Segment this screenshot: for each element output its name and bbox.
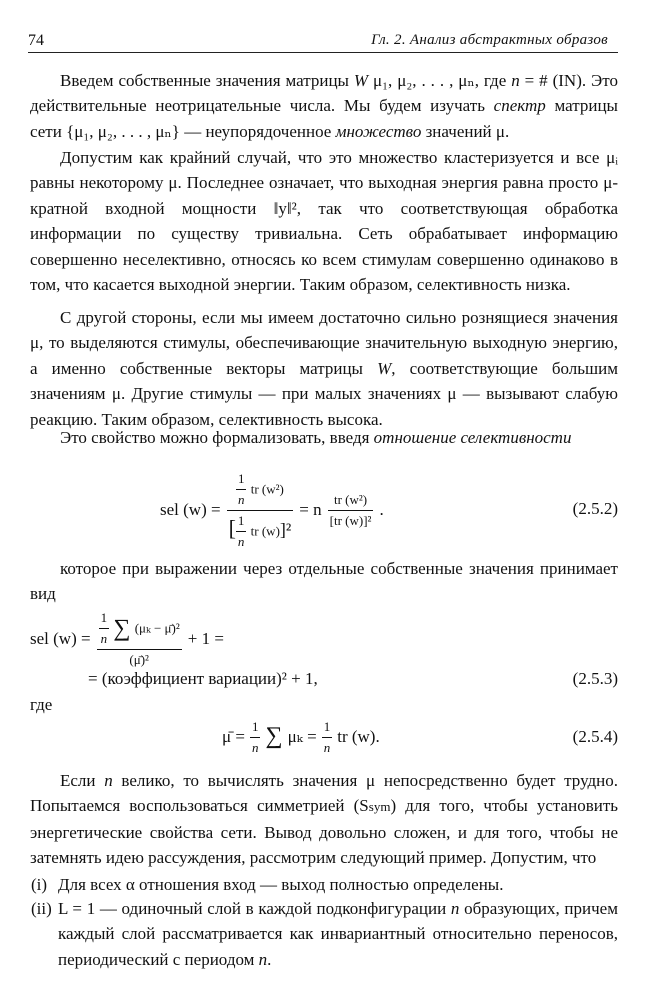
equation-number-2-5-2: (2.5.2): [572, 499, 618, 518]
equation-2-5-3: sel (w) = $\frac{1}{n}$ ∑ (μₖ − μ̄)² (μ̄)² + 1 =: [30, 610, 224, 667]
page-number: 74: [28, 32, 44, 49]
paragraph-clustered-case: Допустим как крайний случай, что это множество кластеризуется и все μᵢ равны некоторому μ. Последнее означает, что выходная энергия равна просто μ-кратной входной мощности ‖y‖², так что соответствующая обработка информации по существу тривиальна. Сеть обрабатывает информацию совершенно неселективно, относясь ко всем стимулам совершенно одинаково в том, что касается выходной энергии. Таким образом, селективность низка.: [30, 148, 618, 295]
paragraph-individual-values: которое при выражении через отдельные собственные значения принимает вид: [30, 559, 618, 604]
equation-2-5-3-line2: = (коэффициент вариации)² + 1,: [88, 669, 318, 688]
paragraph-symmetry: Если n велико, то вычислять значения μ непосредственно будет трудно. Попытаемся воспользоваться симметрией (Ssym) для того, чтобы установить энергетические свойства сети. Вывод довольно сложен, и для того, чтобы не затемнять идею рассуждения, рассмотрим следующий пример. Допустим, что: [30, 771, 618, 868]
paragraph-distinct-values: С другой стороны, если мы имеем достаточно сильно рознящиеся значения μ, то выделяются стимулы, обеспечивающие значительную выходную энергию, а именно собственные векторы матрицы W, соответствующие большим значениям μ. Другие стимулы — при малых значениях μ — вызывают слабую реакцию. Таким образом, селективность высока.: [30, 308, 618, 429]
list-item-i: (i) Для всех α отношения вход — выход полностью определены.: [31, 875, 504, 894]
page-header: [28, 26, 618, 53]
paragraph-formalize: Это свойство можно формализовать, введя отношение селективности: [60, 428, 572, 447]
list-item-ii: (ii) L = 1 — одиночный слой в каждой подконфигурации n образующих, причем каждый слой рассматривается как инвариантный относительно переносов, периодический с периодом n.: [31, 899, 618, 969]
equation-number-2-5-4: (2.5.4): [572, 727, 618, 746]
running-title: Гл. 2. Анализ абстрактных образов: [371, 32, 608, 48]
equation-2-5-2: sel (w) = $\frac{1}{n}$ tr (w²) [ $\frac{1}{n}$ tr (w)]² = n $\frac{\text{tr (w²)}}{\text{[tr (w)]²}}$ .: [160, 470, 384, 550]
equation-2-5-4: μ̄ = $\frac{1}{n}$ ∑ μₖ = $\frac{1}{n}$ tr (w).: [222, 718, 380, 755]
equation-number-2-5-3: (2.5.3): [572, 669, 618, 688]
paragraph-eigenvalues: Введем собственные значения матрицы W μ₁, μ₂, . . . , μₙ, где n = # (IN). Это действительные неотрицательные числа. Мы будем изучать спектр матрицы сети {μ₁, μ₂, . . . , μₙ} — неупорядоченное множество значений μ.: [30, 71, 618, 141]
word-where: где: [30, 695, 53, 714]
eq252-main-fraction: $\frac{1}{n}$ tr (w²) [ $\frac{1}{n}$ tr (w)]²: [228, 470, 292, 549]
